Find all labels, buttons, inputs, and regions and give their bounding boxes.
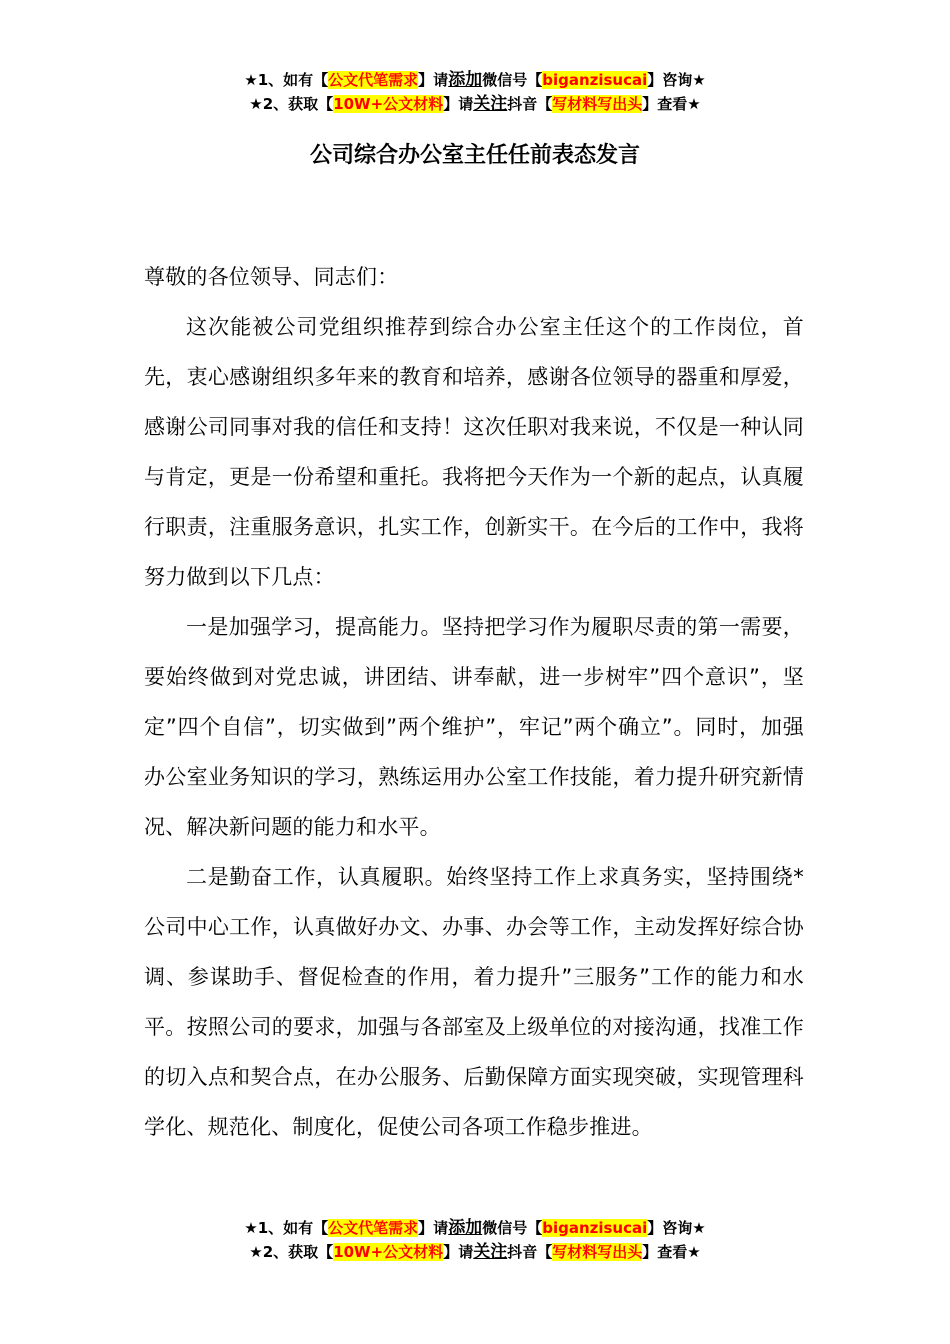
highlight-materials: 10W+公文材料 xyxy=(333,1243,444,1261)
highlight-materials: 10W+公文材料 xyxy=(333,95,444,113)
banner-line-2: ★2、获取【10W+公文材料】请关注抖音【写材料写出头】查看★ xyxy=(249,94,701,114)
salutation: 尊敬的各位领导、同志们： xyxy=(144,265,399,289)
banner-line-1: ★1、如有【公文代笔需求】请添加微信号【biganzisucai】咨询★ xyxy=(244,1218,706,1238)
paragraph-study: 一是加强学习，提高能力。坚持把学习作为履职尽责的第一需要，要始终做到对党忠诚，讲团结、讲奉献，进一步树牢”四个意识”，坚定”四个自信”，切实做到”两个维护”，牢记”两个确立”。同时，加强办公室业务知识的学习，熟练运用办公室工作技能，着力提升研究新情况、解决新问题的能力和水平。 xyxy=(144,615,804,839)
highlight-ghostwriting: 公文代笔需求 xyxy=(328,1219,419,1237)
paragraph-work: 二是勤奋工作，认真履职。始终坚持工作上求真务实，坚持围绕*公司中心工作，认真做好办文、办事、办会等工作，主动发挥好综合协调、参谋助手、督促检查的作用，着力提升”三服务”工作的能力和水平。按照公司的要求，加强与各部室及上级单位的对接沟通，找准工作的切入点和契合点，在办公服务、后勤保障方面实现突破，实现管理科学化、规范化、制度化，促使公司各项工作稳步推进。 xyxy=(144,865,804,1139)
highlight-douyin: 写材料写出头 xyxy=(552,95,643,113)
footer-banner xyxy=(0,1216,950,1264)
highlight-wechat-id: biganzisucai xyxy=(542,1219,648,1237)
highlight-wechat-id: biganzisucai xyxy=(542,71,648,89)
paragraph-intro: 这次能被公司党组织推荐到综合办公室主任这个的工作岗位，首先，衷心感谢组织多年来的教育和培养，感谢各位领导的器重和厚爱，感谢公司同事对我的信任和支持！这次任职对我来说，不仅是一种认同与肯定，更是一份希望和重托。我将把今天作为一个新的起点，认真履行职责，注重服务意识，扎实工作，创新实干。在今后的工作中，我将努力做到以下几点： xyxy=(144,315,804,589)
highlight-douyin: 写材料写出头 xyxy=(552,1243,643,1261)
banner-line-1: ★1、如有【公文代笔需求】请添加微信号【biganzisucai】咨询★ xyxy=(244,70,706,90)
header-banner xyxy=(0,68,950,116)
document-title: 公司综合办公室主任任前表态发言 xyxy=(309,143,640,168)
document-body xyxy=(144,252,804,1152)
banner-line-2: ★2、获取【10W+公文材料】请关注抖音【写材料写出头】查看★ xyxy=(249,1242,701,1262)
highlight-ghostwriting: 公文代笔需求 xyxy=(328,71,419,89)
